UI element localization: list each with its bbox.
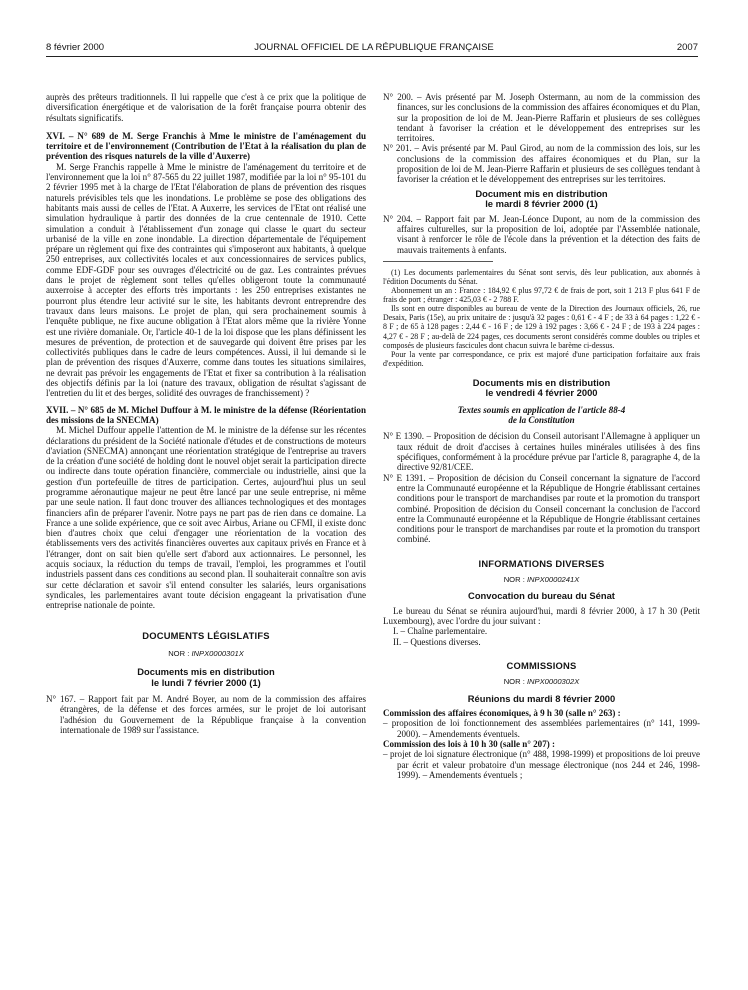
header-title: JOURNAL OFFICIEL DE LA RÉPUBLIQUE FRANÇAISE bbox=[254, 42, 494, 53]
info-nor-reference bbox=[383, 575, 700, 585]
footnote-separator bbox=[383, 261, 493, 262]
distribution-heading-3-line1: Documents mis en distribution bbox=[472, 376, 611, 388]
document-201: N° 201. – Avis présenté par M. Paul Girod, au nom de la commission des lois, sur les conclusions de la commission des affaires économiques et du Plan, sur la proposition de loi de M. Jean-Pierre Raffarin et plusieurs de ses collègues tendant à favoriser la création et le développement des entreprises sur les territoires. bbox=[383, 143, 700, 185]
info-nor-code: INPX0000241X bbox=[526, 575, 580, 585]
article-88-4-heading-line2: de la Constitution bbox=[508, 415, 575, 426]
convocation-item-2: II. – Questions diverses. bbox=[393, 636, 481, 647]
commissions-nor-code: INPX0000302X bbox=[526, 677, 580, 687]
nor-code: INPX0000301X bbox=[191, 648, 244, 658]
article-88-4-heading-line1: Textes soumis en application de l'article 88-4 bbox=[457, 404, 626, 415]
convocation-body: Le bureau du Sénat se réunira aujourd'hui, mardi 8 février 2000, à 17 h 30 (Petit Luxembourg), avec l'ordre du jour suivant : bbox=[383, 605, 700, 627]
reunions-heading: Réunions du mardi 8 février 2000 bbox=[467, 692, 616, 704]
info-nor-label: NOR : bbox=[503, 575, 525, 585]
left-column bbox=[46, 92, 366, 735]
commissions-nor-reference bbox=[383, 677, 700, 687]
commission-2-item: – projet de loi signature électronique (n° 488, 1998-1999) et propositions de loi preuve par écrit et valeur probatoire d'un message électronique (nos 244 et 246, 1998-1999). – Amendements éventuels ; bbox=[383, 749, 700, 780]
distribution-heading-3-line2: le vendredi 4 février 2000 bbox=[485, 387, 598, 399]
distribution-heading-2-line1: Document mis en distribution bbox=[475, 187, 608, 199]
commission-2-label: Commission des lois à 10 h 30 (salle n° 207) : bbox=[383, 739, 556, 750]
question-17-title: XVII. – N° 685 de M. Michel Duffour à M. le ministre de la défense (Réorientation des missions de la SNECMA) bbox=[46, 404, 366, 425]
nor-label: NOR : bbox=[168, 648, 190, 658]
footnote-1: (1) Les documents parlementaires du Sénat sont servis, dès leur publication, aux abonnés à l'édition Documents du Sénat. bbox=[383, 267, 700, 286]
commissions-nor-label: NOR : bbox=[503, 677, 525, 687]
distribution-heading-1-line2: le lundi 7 février 2000 (1) bbox=[151, 676, 261, 688]
intro-paragraph: auprès des prêteurs traditionnels. Il lui rappelle que c'est à ce prix que la politique de diversification énergétique et de valorisation de la forêt française pourra obtenir des résultats significatifs. bbox=[46, 92, 366, 123]
right-column bbox=[383, 92, 700, 780]
distribution-heading-2-line2: le mardi 8 février 2000 (1) bbox=[485, 198, 598, 210]
informations-diverses-heading: INFORMATIONS DIVERSES bbox=[478, 557, 605, 569]
page-number: 2007 bbox=[676, 42, 698, 53]
header-date: 8 février 2000 bbox=[46, 42, 105, 53]
nor-reference bbox=[46, 649, 366, 659]
commission-1-label: Commission des affaires économiques, à 9 h 30 (salle n° 263) : bbox=[383, 708, 621, 719]
convocation-heading: Convocation du bureau du Sénat bbox=[468, 590, 615, 602]
footnote-4: Pour la vente par correspondance, ce prix est majoré d'une participation forfaitaire aux frais d'expédition. bbox=[383, 349, 700, 368]
footnote-3: Ils sont en outre disponibles au bureau de vente de la Direction des Journaux officiels, 26, rue Desaix, Paris (15e), au prix unitaire de : jusqu'à 32 pages : 0,61 € - 4 F ; de 33 à 64 pages : 1,22 € - 8 F ; de 65 à 128 pages : 2,44 € - 16 F ; de 129 à 192 pages : 3,66 € - 24 F ; de 193 à 224 pages : 4,27 € - 28 F ; au-delà de 224 pages, ces documents seront considérés comme doubles ou triples et composés de plusieurs fascicules dont chacun suivra le barème ci-dessus. bbox=[383, 304, 700, 350]
documents-legislatifs-heading: DOCUMENTS LÉGISLATIFS bbox=[142, 629, 270, 641]
commission-1-item: – proposition de loi fonctionnement des assemblées parlementaires (n° 141, 1999-2000). – Amendements éventuels. bbox=[383, 718, 700, 739]
question-16-title: XVI. – N° 689 de M. Serge Franchis à Mme le ministre de l'aménagement du territoire et de l'environnement (Contribution de l'Etat à la réalisation du plan de prévention des risques naturels de la ville d'Auxerre) bbox=[46, 130, 366, 162]
footnote-2: Abonnement un an : France : 184,92 € plus 97,72 € de frais de port, soit 1 213 F plus 641 F de frais de port ; étranger : 425,03 € - 2 788 F. bbox=[383, 286, 700, 305]
document-e1390: N° E 1390. – Proposition de décision du Conseil autorisant l'Allemagne à appliquer un taux réduit de droit d'accises à certaines huiles minérales utilisées à des fins spécifiques, conformément à la procédure prévue par l'article 8, paragraphe 4, de la directive 92/81/CEE. bbox=[383, 431, 700, 473]
question-16-body: M. Serge Franchis rappelle à Mme le ministre de l'aménagement du territoire et de l'environnement que la loi n° 87-565 du 22 juillet 1987, modifiée par la loi n° 95-101 du 2 février 1995 met à la charge de l'Etat l'élaboration de plans de prévention des risques naturels prévisibles tels que les inondations. Le problème se pose des obligations des habitants mais aussi de celles de l'Etat. A Auxerre, les services de l'Etat ont réalisé une simulation hydraulique à partir des données de la crue centennale de 1910. Cette simulation a conduit à l'établissement d'un zonage qui classe le quart du secteur urbanisé de la ville en zone inondable. La direction départementale de l'équipement prépare un règlement qui fixe des contraintes qui s'imposeront aux habitants, à quelque 250 entreprises, aux collectivités locales et aux concessionnaires de services publics, comme EDF-GDF pour ses ouvrages d'électricité ou de gaz. Les contraintes prévues dans le projet de règlement sont telles qu'elles obligeront toute la communauté auxerroise à accepter des efforts très importants : les 250 entreprises existantes ne pourront plus étendre leur activité sur le site, les habitants devront entreprendre des travaux dans leurs maisons. Le projet de plan, qui sera prochainement soumis à l'enquête publique, ne fixe aucune obligation à l'Etat alors même que la rivière Yonne est une rivière domaniale. Or, l'article 40-1 de la loi dispose que les plans définissent les mesures de prévention, de protection et de sauvegarde qui doivent être prises par les collectivités publiques dans le cadre de leurs compétences. Aussi, il lui demande si le plan de prévention des risques d'Auxerre, comme dans toutes les situations similaires, ne devrait pas prévoir les engagements de l'Etat et fixer sa contribution à la réalisation des objectifs définis par la loi (nature des travaux, obligation de résultat s'agissant de l'entretien du lit et des berges, solidité des ouvrages de franchissement) ? bbox=[46, 161, 366, 399]
question-17-body: M. Michel Duffour appelle l'attention de M. le ministre de la défense sur les récentes déclarations du président de la Société nationale d'études et de constructions de moteurs d'aviation (SNECMA) annonçant une réorientation stratégique de l'entreprise au travers de la création d'une société de holding dont le nouvel objet serait la participation directe ou indirecte dans toute opération financière, commerciale ou industrielle, ainsi que la gestion d'un portefeuille de titres de participation. Certes, aujourd'hui plus un seul programme aéronautique majeur ne peut être lancé par une seule entreprise, ni même par une seule nation. Il faut donc trouver des alliances technologiques et des montages financiers afin de préparer l'avenir. Notre pays ne part pas de rien dans ce domaine. La France a une solide expérience, que ce soit avec Airbus, Ariane ou CFMI, il existe donc bien d'autres choix que celui d'engager une réorientation de la vocation des établissements vers des activités financières ouvertes aux capitaux privés en France et à l'étranger, dont on sait bien qu'elle sert d'abord aux actionnaires. Le personnel, les acquis sociaux, la réduction du temps de travail, l'emploi, les programmes et l'outil industriels passent dans ces conditions au second plan. Il souhaiterait connaître son avis sur cette déclaration et savoir s'il entend consulter les salariés, leurs organisations syndicales, les parlementaires avant toute décision engageant la privatisation d'une entreprise nationale de pointe. bbox=[46, 425, 366, 611]
footnote bbox=[383, 268, 700, 368]
commissions-heading: COMMISSIONS bbox=[506, 660, 577, 672]
convocation-item-1: I. – Chaîne parlementaire. bbox=[393, 626, 488, 637]
document-200: N° 200. – Avis présenté par M. Joseph Ostermann, au nom de la commission des finances, sur les conclusions de la commission des affaires économiques et du Plan, sur la proposition de loi de M. Jean-Pierre Raffarin et plusieurs de ses collègues tendant à favoriser la création et le développement des entreprises sur les territoires. bbox=[383, 92, 700, 144]
distribution-heading-3 bbox=[383, 378, 700, 399]
document-167: N° 167. – Rapport fait par M. André Boyer, au nom de la commission des affaires étrangères, de la défense et des forces armées, sur le projet de loi autorisant l'adhésion du Gouvernement de la République française à la convention internationale de 1989 sur l'assistance. bbox=[46, 694, 366, 736]
distribution-heading-1-line1: Documents mis en distribution bbox=[137, 666, 275, 678]
distribution-heading-2 bbox=[383, 189, 700, 210]
distribution-heading-1 bbox=[46, 667, 366, 688]
document-204: N° 204. – Rapport fait par M. Jean-Léonce Dupont, au nom de la commission des affaires culturelles, sur la proposition de loi, adoptée par l'Assemblée nationale, visant à renforcer le rôle de l'école dans la prévention et la détection des faits de mauvais traitements à enfants. bbox=[383, 213, 700, 255]
header-rule bbox=[46, 56, 698, 57]
document-e1391: N° E 1391. – Proposition de décision du Conseil concernant la signature de l'accord entre la Communauté européenne et la République de Hongrie établissant certaines conditions pour le transport de marchandises par route et la promotion du transport combiné. Proposition de décision du Conseil concernant la conclusion de l'accord entre la Communauté européenne et la République de Hongrie établissant certaines conditions pour le transport de marchandises par route et la promotion du transport combiné. bbox=[383, 472, 700, 545]
